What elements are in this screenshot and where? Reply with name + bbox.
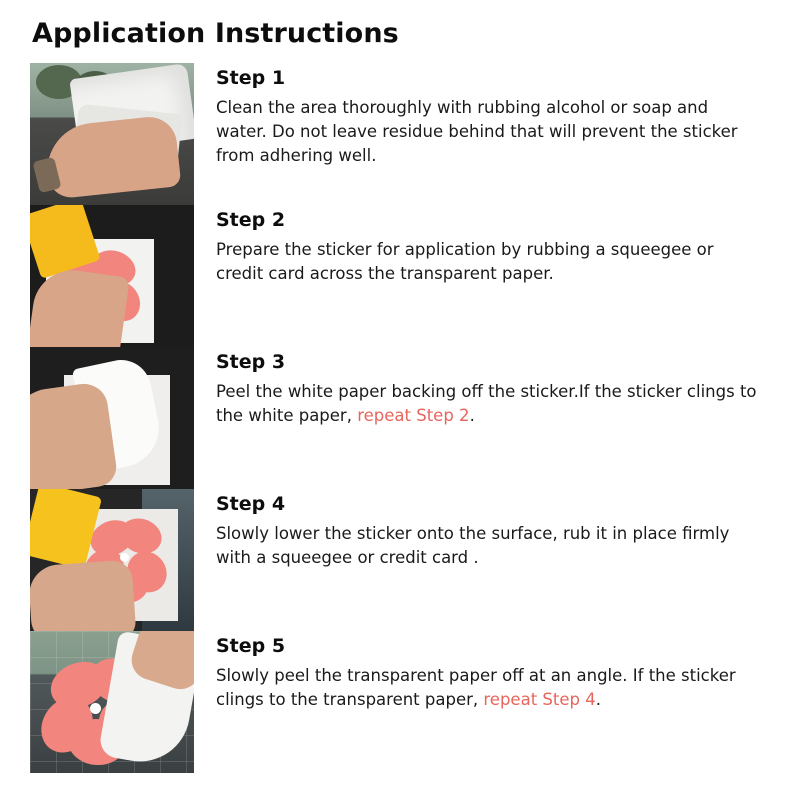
step-1-body [216,96,761,168]
step-5-heading: Step 5 [216,635,286,657]
step-1-image [30,63,194,205]
step-5-body-main: Slowly peel the transparent paper off at an angle. If the sticker clings to the transparent paper, [216,666,736,709]
step-item [30,63,770,205]
step-4-body [216,522,761,570]
step-4-heading: Step 4 [216,493,286,515]
step-1-heading: Step 1 [216,67,286,89]
hand-shape [30,381,119,489]
step-1-text [216,63,770,168]
step-5-text [216,631,770,712]
step-2-body-main: Prepare the sticker for application by rubbing a squeegee or credit card across the transparent paper. [216,240,714,283]
hand-shape [30,559,137,631]
steps-list [30,63,770,773]
step-2-image [30,205,194,347]
step-3-body-tail: . [469,405,475,425]
step-5-body [216,664,761,712]
step-5-body-accent: repeat Step 4 [483,689,596,709]
step-3-body-main: Peel the white paper backing off the sticker.If the sticker clings to the white paper, [216,382,757,425]
step-3-body [216,380,761,428]
step-item [30,347,770,489]
step-3-text [216,347,770,428]
step-4-text [216,489,770,570]
step-1-body-main: Clean the area thoroughly with rubbing alcohol or soap and water. Do not leave residue behind that will prevent the sticker from adhering well. [216,98,738,165]
step-item [30,631,770,773]
step-2-text [216,205,770,286]
page-title: Application Instructions [32,18,399,49]
step-item [30,205,770,347]
step-2-heading: Step 2 [216,209,286,231]
step-4-image [30,489,194,631]
step-5-body-tail: . [595,689,601,709]
hand-shape [43,114,182,199]
step-2-body [216,238,761,286]
step-3-body-accent: repeat Step 2 [357,405,470,425]
step-5-image [30,631,194,773]
step-item [30,489,770,631]
step-4-body-main: Slowly lower the sticker onto the surface, rub it in place firmly with a squeegee or credit card . [216,524,730,567]
step-3-image [30,347,194,489]
step-3-heading: Step 3 [216,351,286,373]
